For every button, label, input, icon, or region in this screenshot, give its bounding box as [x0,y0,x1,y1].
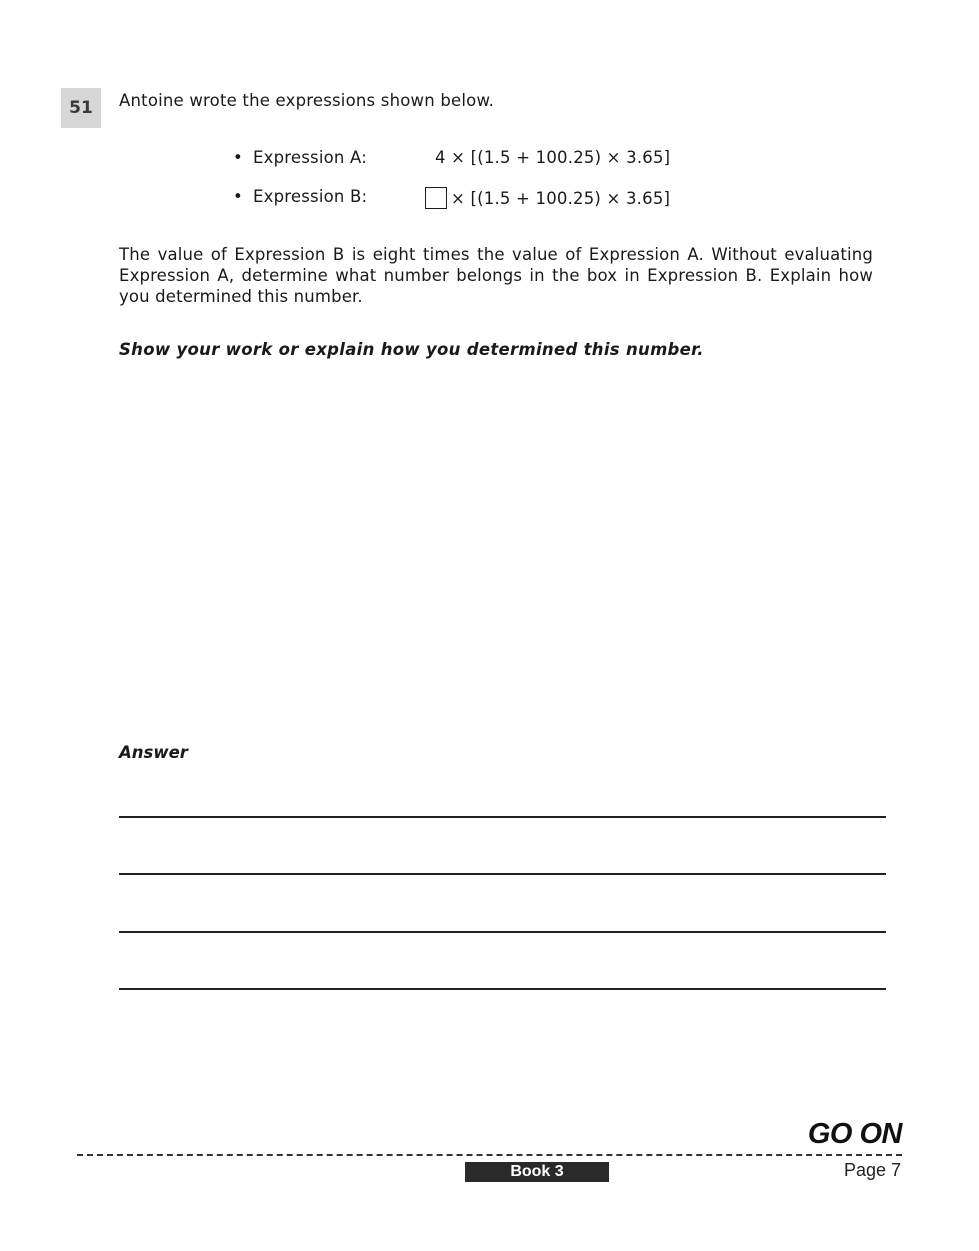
go-on-label: GO ON [807,1118,902,1150]
expression-a-body: × [(1.5 + 100.25) × 3.65] [451,148,671,167]
expression-b-body: × [(1.5 + 100.25) × 3.65] [451,189,671,208]
answer-line[interactable] [119,816,886,818]
expression-a-math [435,148,670,167]
answer-line[interactable] [119,988,886,990]
expression-a-coefficient: 4 [435,148,446,167]
footer-divider [77,1154,902,1156]
question-intro: Antoine wrote the expressions shown below. [119,91,495,110]
bullet: • [233,148,243,167]
answer-line[interactable] [119,873,886,875]
answer-line[interactable] [119,931,886,933]
expression-b-math [425,187,670,209]
book-label: Book 3 [465,1162,609,1182]
question-number: 51 [61,88,101,128]
answer-label: Answer [119,743,188,762]
expression-b-label: Expression B: [253,187,368,206]
question-prompt: The value of Expression B is eight times the value of Expression A. Without evaluating Expression A, determine what number belongs in the box in Expression B. Explain how you determined this number. [119,245,873,306]
expression-a-label: Expression A: [253,148,367,167]
work-instruction: Show your work or explain how you determined this number. [119,340,704,359]
page-number: Page 7 [843,1160,901,1180]
blank-box [425,187,447,209]
bullet: • [233,187,243,206]
